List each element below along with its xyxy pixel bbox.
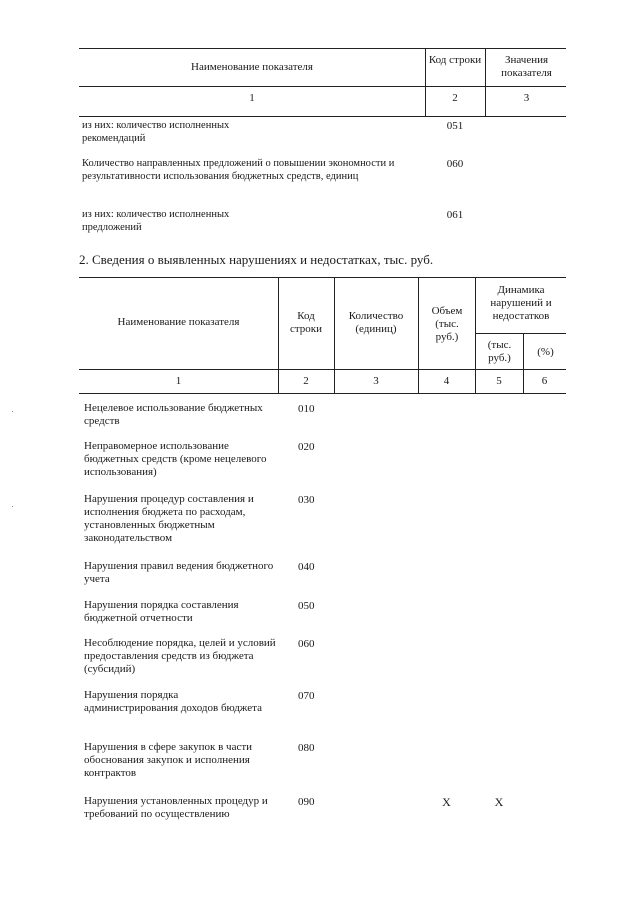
table-row-label: Нецелевое использование бюджетных средств (84, 402, 263, 427)
table1-colnum: 3 (523, 92, 530, 104)
table2-header-dyn-pct: (%) (537, 346, 554, 358)
table-row-code: 051 (446, 120, 464, 132)
table1-header-code: Код строки (428, 54, 482, 66)
table2-colnum: 6 (541, 375, 548, 387)
table-row-code: 020 (298, 441, 315, 453)
table2-colnum: 5 (496, 375, 502, 387)
table-row-label: Нарушения порядка администрирования доходов бюджета (84, 689, 262, 714)
table2-header-dynamics: Динамика нарушений и недостатков (490, 284, 552, 322)
table1-header-value: Значения показателя (501, 54, 552, 79)
table-row-code: 060 (446, 158, 464, 170)
table-row-label: Неправомерное использование бюджетных средств (кроме нецелевого использования) (84, 440, 267, 478)
table-row-label: Нарушения правил ведения бюджетного учета (84, 560, 274, 585)
table-row-code: 090 (298, 796, 315, 808)
table-row-label: Нарушения порядка составления бюджетной отчетности (84, 599, 239, 624)
scan-speck (12, 411, 13, 412)
table1-colnum-border (79, 116, 566, 117)
table-row-label: из них: количество исполненных рекомендаций (82, 120, 230, 144)
table2-colnum: 4 (443, 375, 450, 387)
table1-colnum: 1 (249, 92, 255, 104)
table-row-label: Нарушения установленных процедур и требований по осуществлению (84, 795, 268, 820)
table1-colnum: 2 (452, 92, 458, 104)
table-row-dynamics: X (494, 795, 504, 809)
table-row-label: из них: количество исполненных предложений (82, 209, 230, 233)
table-row-label: Количество направленных предложений о повышении экономности и результативности использования бюджетных средств, единиц (82, 158, 395, 182)
table2-colnum: 2 (303, 375, 309, 387)
table-row-code: 010 (298, 403, 315, 415)
table1-header-name: Наименование показателя (191, 61, 313, 73)
table-row-code: 070 (298, 690, 315, 702)
table-row-code: 061 (446, 209, 464, 221)
table-row-code: 080 (298, 742, 315, 754)
table1-divider (485, 48, 486, 117)
table2-header-border (79, 369, 566, 370)
table2-colnum: 1 (175, 375, 182, 387)
table2-header-volume: Объем (тыс. руб.) (431, 305, 463, 343)
table-row-label: Несоблюдение порядка, целей и условий предоставления средств из бюджета (субсидий) (84, 637, 276, 675)
table-row-label: Нарушения процедур составления и исполнения бюджета по расходам, установленных бюджетным законодательством (84, 493, 254, 544)
table2-header-dyn-abs: (тыс. руб.) (487, 339, 512, 364)
table-row-code: 040 (298, 561, 315, 573)
table2-dynamics-split (475, 333, 566, 334)
table-row-code: 060 (298, 638, 315, 650)
table2-top-border (79, 277, 566, 278)
table2-header-name: Наименование показателя (117, 316, 240, 328)
table1-top-border (79, 48, 566, 49)
table-row-label: Нарушения в сфере закупок в части обоснования закупок и исполнения контрактов (84, 741, 253, 779)
table-row-volume: X (442, 795, 451, 809)
table-row-code: 050 (298, 600, 315, 612)
table2-header-quantity: Количество (единиц) (348, 310, 404, 335)
table2-colnum-border (79, 393, 566, 394)
table-row-code: 030 (298, 494, 315, 506)
table2-colnum: 3 (373, 375, 379, 387)
table1-header-border (79, 86, 566, 87)
scan-speck (12, 506, 13, 507)
section2-title: 2. Сведения о выявленных нарушениях и недостатках, тыс. руб. (79, 252, 434, 267)
table2-header-code: Код строки (289, 310, 323, 335)
